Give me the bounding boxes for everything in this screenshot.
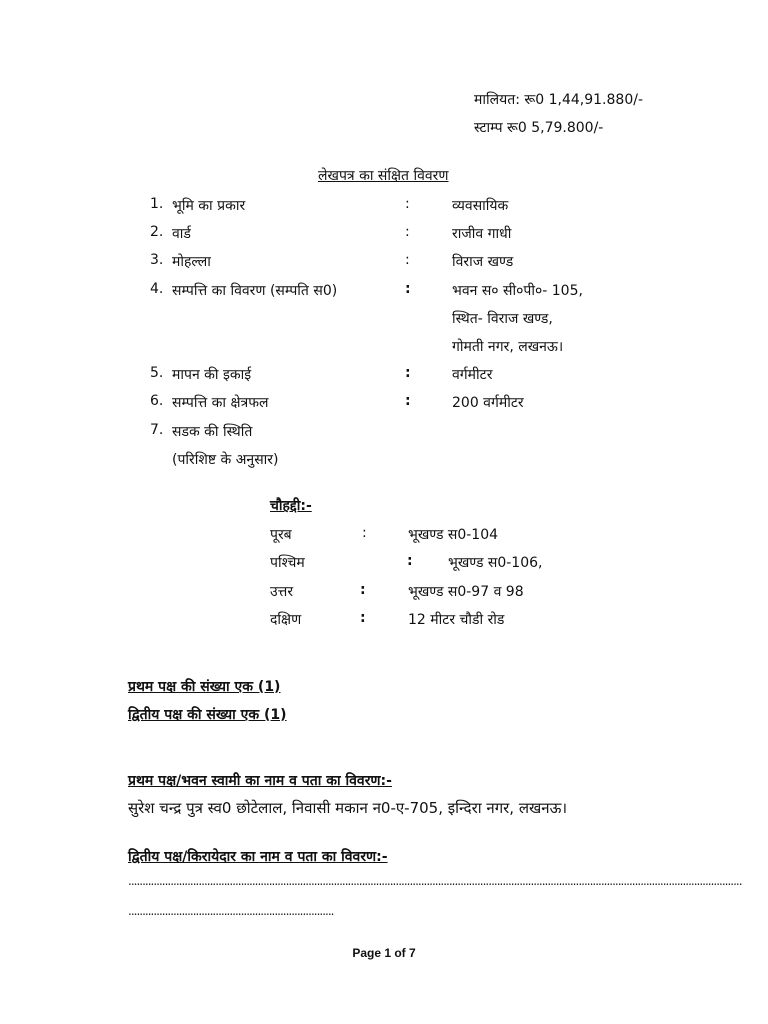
boundary-colon: :: [360, 610, 366, 626]
first-party-detail: सुरेश चन्द्र पुत्र स्व0 छोटेलाल, निवासी मकान न0-ए-705, इन्दिरा नगर, लखनऊ।: [128, 799, 568, 817]
boundary-direction: उत्तर: [270, 584, 294, 600]
boundary-direction: दक्षिण: [270, 612, 302, 628]
boundary-direction: पूरब: [270, 527, 292, 543]
detail-colon: :: [405, 393, 411, 409]
detail-label: मापन की इकाई: [172, 367, 252, 383]
boundary-value: 12 मीटर चौडी रोड: [408, 612, 505, 628]
first-party-count: प्रथम पक्ष की संख्या एक (1): [128, 679, 281, 695]
boundary-value: भूखण्ड स0-104: [408, 527, 499, 543]
detail-colon: :: [405, 365, 411, 381]
detail-value: 200 वर्गमीटर: [452, 395, 524, 411]
second-party-heading: द्वितीय पक्ष/किरायेदार का नाम व पता का विवरण:-: [128, 849, 388, 865]
detail-number: 1.: [150, 196, 164, 212]
detail-label: सडक की स्थिति: [172, 424, 253, 440]
detail-value: व्यवसायिक: [452, 198, 509, 214]
detail-number: 7.: [150, 422, 164, 438]
detail-number: 5.: [150, 365, 164, 381]
detail-colon: :: [405, 281, 411, 297]
summary-title: लेखपत्र का संक्षित विवरण: [318, 168, 449, 184]
boundaries-heading: चौहद्दी:-: [270, 498, 312, 514]
detail-value-line2: स्थित- विराज खण्ड,: [452, 311, 553, 327]
boundary-colon: :: [407, 553, 413, 569]
detail-colon: :: [405, 252, 410, 268]
detail-number: 3.: [150, 252, 164, 268]
detail-label: मोहल्ला: [172, 254, 211, 270]
boundary-value: भूखण्ड स0-97 व 98: [408, 584, 524, 600]
detail-value: वर्गमीटर: [452, 367, 493, 383]
detail-label-line2: (परिशिष्ट के अनुसार): [172, 452, 279, 468]
detail-label: सम्पत्ति का क्षेत्रफल: [172, 395, 269, 411]
detail-number: 2.: [150, 224, 164, 240]
boundary-value: भूखण्ड स0-106,: [448, 555, 543, 571]
detail-colon: :: [405, 224, 410, 240]
detail-value: भवन स० सी०पी०- 105,: [452, 283, 583, 299]
first-party-heading: प्रथम पक्ष/भवन स्वामी का नाम व पता का विवरण:-: [128, 773, 392, 789]
valuation-amount: मालियत: रू0 1,44,91.880/-: [474, 92, 643, 108]
detail-colon: :: [405, 196, 410, 212]
detail-label: सम्पत्ति का विवरण (सम्पति स0): [172, 283, 338, 299]
boundary-colon: :: [360, 582, 366, 598]
blank-fill-line-short: .........................................................................: [128, 904, 334, 918]
detail-value: विराज खण्ड: [452, 254, 514, 270]
detail-label: वार्ड: [172, 226, 191, 242]
boundary-direction: पश्चिम: [270, 555, 305, 571]
boundary-colon: :: [362, 525, 367, 541]
detail-label: भूमि का प्रकार: [172, 198, 246, 214]
detail-number: 6.: [150, 393, 164, 409]
detail-value-line3: गोमती नगर, लखनऊ।: [452, 339, 564, 355]
blank-fill-line: ..........................................................................................................................................................................................................................: [128, 874, 742, 888]
detail-value: राजीव गाधी: [452, 226, 512, 242]
detail-number: 4.: [150, 281, 164, 297]
second-party-count: द्वितीय पक्ष की संख्या एक (1): [128, 707, 287, 723]
page-number: Page 1 of 7: [352, 946, 416, 960]
stamp-amount: स्टाम्प रू0 5,79.800/-: [474, 120, 604, 136]
